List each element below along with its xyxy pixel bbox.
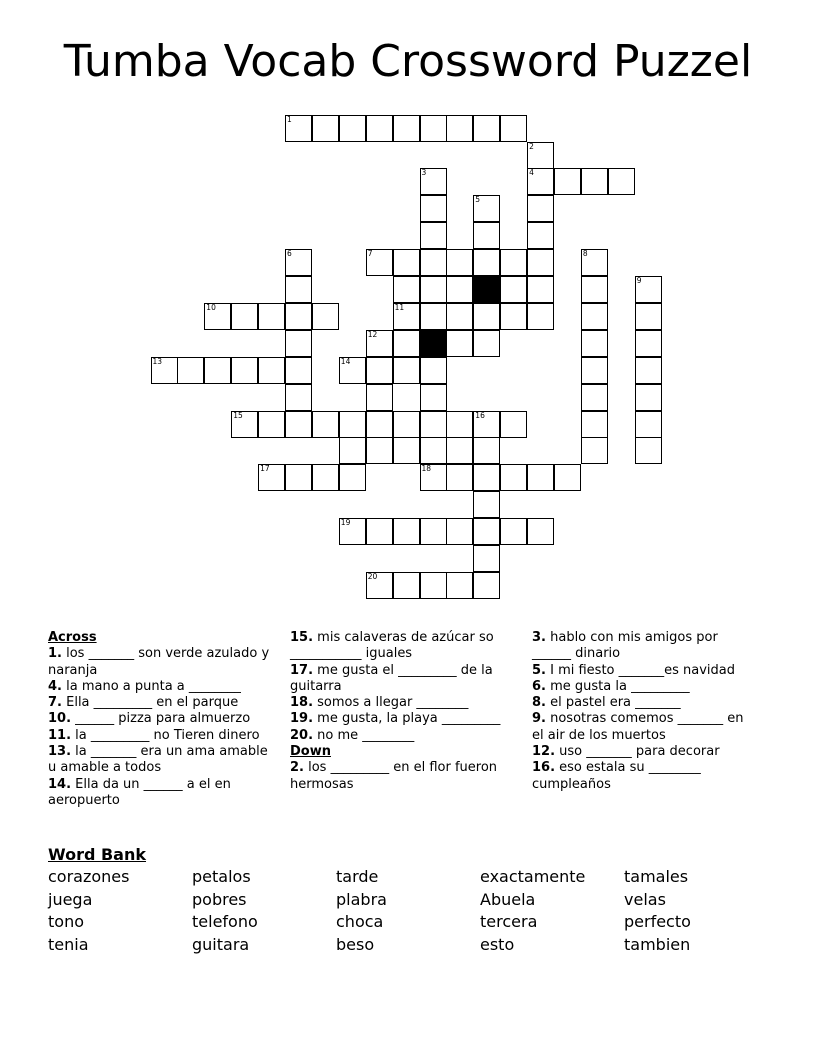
grid-cell[interactable] (393, 115, 420, 142)
clue (532, 711, 757, 744)
clue-number: 13. (48, 744, 72, 760)
grid-cell[interactable] (446, 276, 473, 303)
grid-cell[interactable] (285, 411, 312, 438)
clue-text: mis calaveras de azúcar so ___________ iguales (290, 630, 494, 662)
grid-cell[interactable] (473, 437, 500, 464)
clue-text: Ella _________ en el parque (61, 695, 239, 711)
grid-cell[interactable] (420, 249, 447, 276)
clue-text: me gusta el _________ de la guitarra (290, 662, 493, 694)
grid-cell[interactable] (339, 518, 366, 545)
clue-number: 6. (532, 678, 546, 694)
grid-cell[interactable] (581, 357, 608, 384)
grid-cell[interactable] (473, 572, 500, 599)
grid-cell[interactable] (393, 518, 420, 545)
grid-cell[interactable] (527, 276, 554, 303)
clue (290, 728, 522, 744)
grid-cell[interactable] (312, 115, 339, 142)
clue-number: 19 (340, 518, 351, 528)
clue-number: 20. (290, 727, 314, 743)
clue-number: 1. (48, 646, 62, 662)
clue-number: 14. (48, 776, 72, 792)
clue-text: los _______ son verde azulado y naranja (48, 646, 270, 678)
grid-cell[interactable] (393, 303, 420, 330)
grid-cell[interactable] (635, 303, 662, 330)
word-bank-item: velas (624, 889, 666, 909)
clue (532, 760, 757, 793)
grid-cell[interactable] (473, 115, 500, 142)
grid-cell[interactable] (446, 303, 473, 330)
grid-cell[interactable] (473, 330, 500, 357)
grid-cell[interactable] (446, 572, 473, 599)
grid-cell[interactable] (527, 168, 554, 195)
grid-cell[interactable] (473, 491, 500, 518)
grid-cell[interactable] (473, 303, 500, 330)
clue-number: 11 (394, 302, 405, 312)
clue-number: 10 (206, 302, 216, 312)
clues-column-2 (290, 630, 522, 793)
clue-text: no me ________ (313, 727, 415, 743)
clue-number: 19. (290, 711, 314, 727)
word-bank-item: exactamente (480, 867, 586, 886)
grid-cell[interactable] (446, 249, 473, 276)
word-bank-title: Word Bank (48, 845, 147, 864)
grid-cell[interactable] (231, 357, 258, 384)
clue-number: 3 (421, 168, 427, 178)
grid-cell[interactable] (285, 276, 312, 303)
grid-cell[interactable] (231, 303, 258, 330)
grid-cell[interactable] (339, 464, 366, 491)
grid-cell[interactable] (420, 411, 447, 438)
clue-number: 8. (532, 695, 546, 711)
grid-cell[interactable] (151, 357, 178, 384)
clue-number: 1 (287, 114, 292, 124)
clue-text: somos a llegar ________ (313, 695, 469, 711)
clue-text: me gusta, la playa _________ (313, 711, 501, 727)
word-bank-item: tamales (624, 867, 689, 886)
word-bank-item: choca (336, 912, 384, 932)
grid-cell[interactable] (527, 249, 554, 276)
clue-section-heading: Down (290, 744, 331, 760)
clue-text: Ella da un ______ a el en aeropuerto (48, 776, 231, 808)
grid-cell[interactable] (473, 249, 500, 276)
grid-cell[interactable] (312, 411, 339, 438)
clue (532, 744, 757, 760)
clue (48, 728, 273, 744)
grid-cell[interactable] (258, 357, 285, 384)
grid-cell[interactable] (581, 437, 608, 464)
clue-text: la _________ no Tieren dinero (71, 727, 260, 743)
grid-cell[interactable] (204, 357, 231, 384)
grid-cell[interactable] (635, 330, 662, 357)
grid-cell[interactable] (366, 115, 393, 142)
grid-cell[interactable] (393, 357, 420, 384)
grid-cell[interactable] (285, 464, 312, 491)
clue (532, 630, 757, 663)
grid-cell[interactable] (581, 384, 608, 411)
grid-cell[interactable] (527, 222, 554, 249)
grid-cell[interactable] (366, 411, 393, 438)
clue (48, 695, 273, 711)
word-bank-item: tono (48, 912, 84, 932)
clues-column-1 (48, 630, 273, 809)
grid-cell[interactable] (366, 437, 393, 464)
grid-cell[interactable] (366, 518, 393, 545)
clue-number: 5. (532, 662, 546, 678)
clue (290, 663, 522, 696)
clue-text: la mano a punta a ________ (61, 678, 241, 694)
grid-cell[interactable] (500, 249, 527, 276)
grid-cell[interactable] (420, 115, 447, 142)
grid-cell[interactable] (420, 222, 447, 249)
grid-cell[interactable] (500, 303, 527, 330)
grid-cell[interactable] (527, 142, 554, 169)
clue (532, 679, 757, 695)
grid-cell[interactable] (500, 115, 527, 142)
grid-cell[interactable] (500, 276, 527, 303)
grid-cell[interactable] (446, 115, 473, 142)
grid-cell[interactable] (500, 464, 527, 491)
grid-cell[interactable] (473, 411, 500, 438)
clue (532, 695, 757, 711)
grid-block (473, 276, 500, 303)
grid-cell[interactable] (285, 303, 312, 330)
grid-cell[interactable] (473, 195, 500, 222)
clue (290, 630, 522, 663)
clue-number: 17. (290, 662, 314, 678)
grid-cell[interactable] (446, 411, 473, 438)
grid-cell[interactable] (258, 464, 285, 491)
grid-cell[interactable] (366, 249, 393, 276)
clue-number: 15 (233, 410, 243, 420)
word-bank-item: tercera (480, 912, 538, 932)
word-bank-item: tambien (624, 934, 691, 954)
clue-number: 4. (48, 678, 62, 694)
clue-number: 9. (532, 711, 546, 727)
grid-cell[interactable] (420, 572, 447, 599)
grid-cell[interactable] (285, 330, 312, 357)
clue (48, 646, 273, 679)
clue-text: el pastel era _______ (545, 695, 681, 711)
grid-cell[interactable] (446, 518, 473, 545)
word-bank-item: esto (480, 934, 515, 954)
grid-cell[interactable] (393, 249, 420, 276)
word-bank-item: pobres (192, 889, 247, 909)
grid-cell[interactable] (177, 357, 204, 384)
grid-cell[interactable] (635, 411, 662, 438)
clue-text: hablo con mis amigos por ______ dinario (532, 630, 718, 662)
grid-cell[interactable] (446, 464, 473, 491)
clues-column-3 (532, 630, 757, 793)
clue (290, 711, 522, 727)
grid-cell[interactable] (285, 115, 312, 142)
grid-cell[interactable] (285, 249, 312, 276)
grid-cell[interactable] (473, 464, 500, 491)
clue (290, 695, 522, 711)
grid-cell[interactable] (446, 330, 473, 357)
clue-number: 3. (532, 630, 546, 645)
clue-number: 13 (152, 356, 163, 366)
word-bank-item: perfecto (624, 912, 691, 932)
page-title: Tumba Vocab Crossword Puzzel (63, 36, 753, 87)
grid-cell[interactable] (581, 303, 608, 330)
clue-text: nosotras comemos _______ en el air de los muertos (532, 711, 744, 743)
grid-cell[interactable] (339, 437, 366, 464)
grid-cell[interactable] (339, 115, 366, 142)
grid-cell[interactable] (204, 303, 231, 330)
clue-text: la _______ era un ama amable u amable a todos (48, 744, 268, 776)
clue-number: 18. (290, 695, 314, 711)
clue-number: 12 (367, 329, 378, 339)
grid-cell[interactable] (581, 330, 608, 357)
clue-text: eso estala su ________ cumpleaños (532, 760, 701, 792)
word-bank-item: beso (336, 934, 375, 954)
word-bank-item: petalos (192, 867, 251, 886)
grid-cell[interactable] (339, 411, 366, 438)
clue-number: 5 (475, 195, 481, 205)
grid-cell[interactable] (581, 411, 608, 438)
grid-cell[interactable] (312, 303, 339, 330)
word-bank-item: tarde (336, 867, 379, 886)
clue (48, 744, 273, 777)
grid-cell[interactable] (420, 195, 447, 222)
clue-number: 6 (287, 249, 292, 259)
grid-cell[interactable] (554, 168, 581, 195)
grid-cell[interactable] (420, 437, 447, 464)
word-bank-item: guitara (192, 934, 250, 954)
grid-cell[interactable] (258, 411, 285, 438)
grid-cell[interactable] (420, 276, 447, 303)
clue-text: I mi fiesto _______es navidad (545, 662, 736, 678)
clue-text: uso _______ para decorar (555, 744, 720, 760)
grid-cell[interactable] (339, 357, 366, 384)
clue-text: ______ pizza para almuerzo (71, 711, 251, 727)
grid-cell[interactable] (581, 168, 608, 195)
grid-cell[interactable] (500, 518, 527, 545)
grid-cell[interactable] (420, 303, 447, 330)
word-bank-item: juega (48, 889, 93, 909)
clue-number: 17 (260, 464, 270, 474)
grid-cell[interactable] (285, 384, 312, 411)
grid-cell[interactable] (473, 222, 500, 249)
grid-cell[interactable] (393, 276, 420, 303)
grid-cell[interactable] (446, 437, 473, 464)
grid-cell[interactable] (635, 437, 662, 464)
clue-number: 7 (367, 249, 373, 259)
grid-cell[interactable] (366, 330, 393, 357)
grid-cell[interactable] (554, 464, 581, 491)
clue-number: 12. (532, 744, 556, 760)
clue-number: 7. (48, 695, 62, 711)
grid-cell[interactable] (393, 411, 420, 438)
grid-cell[interactable] (366, 357, 393, 384)
grid-cell[interactable] (635, 357, 662, 384)
grid-cell[interactable] (527, 195, 554, 222)
clue-number: 15. (290, 630, 314, 645)
clue-text: me gusta la _________ (545, 678, 690, 694)
clue-number: 20 (367, 571, 378, 581)
word-bank-item: Abuela (480, 889, 536, 909)
grid-cell[interactable] (285, 357, 312, 384)
grid-cell[interactable] (581, 249, 608, 276)
grid-cell[interactable] (608, 168, 635, 195)
grid-cell[interactable] (312, 464, 339, 491)
clue (48, 679, 273, 695)
clue-number: 16. (532, 760, 556, 776)
grid-cell[interactable] (635, 384, 662, 411)
grid-cell[interactable] (420, 518, 447, 545)
clue-number: 18 (421, 464, 432, 474)
grid-cell[interactable] (581, 276, 608, 303)
grid-cell[interactable] (473, 518, 500, 545)
grid-cell[interactable] (420, 384, 447, 411)
clue-number: 2. (290, 760, 304, 776)
grid-cell[interactable] (420, 464, 447, 491)
clue-number: 11. (48, 727, 72, 743)
clue-number: 16 (475, 410, 485, 420)
grid-cell[interactable] (231, 411, 258, 438)
grid-cell[interactable] (258, 303, 285, 330)
grid-cell[interactable] (473, 545, 500, 572)
grid-cell[interactable] (366, 384, 393, 411)
clue (290, 760, 522, 793)
clue-number: 9 (636, 276, 642, 285)
word-bank-item: corazones (48, 867, 130, 886)
grid-cell[interactable] (366, 572, 393, 599)
clue (532, 663, 757, 679)
grid-cell[interactable] (527, 464, 554, 491)
word-bank-item: telefono (192, 912, 258, 932)
grid-cell[interactable] (527, 518, 554, 545)
clue-number: 8 (582, 249, 588, 259)
clue (48, 711, 273, 727)
grid-cell[interactable] (393, 572, 420, 599)
clue-number: 2 (529, 141, 534, 151)
grid-cell[interactable] (635, 276, 662, 303)
grid-block (420, 330, 447, 357)
clue-section-heading: Across (48, 630, 97, 645)
clue (48, 777, 273, 810)
grid-cell[interactable] (500, 411, 527, 438)
grid-cell[interactable] (527, 303, 554, 330)
clue-number: 10. (48, 711, 72, 727)
word-bank-item: plabra (336, 889, 387, 909)
grid-cell[interactable] (393, 330, 420, 357)
clue-text: los _________ en el flor fueron hermosas (290, 760, 498, 792)
clue-number: 14 (340, 356, 351, 366)
word-bank-item: tenia (48, 934, 89, 954)
grid-cell[interactable] (420, 357, 447, 384)
grid-cell[interactable] (420, 168, 447, 195)
grid-cell[interactable] (393, 437, 420, 464)
clue-number: 4 (529, 168, 534, 178)
